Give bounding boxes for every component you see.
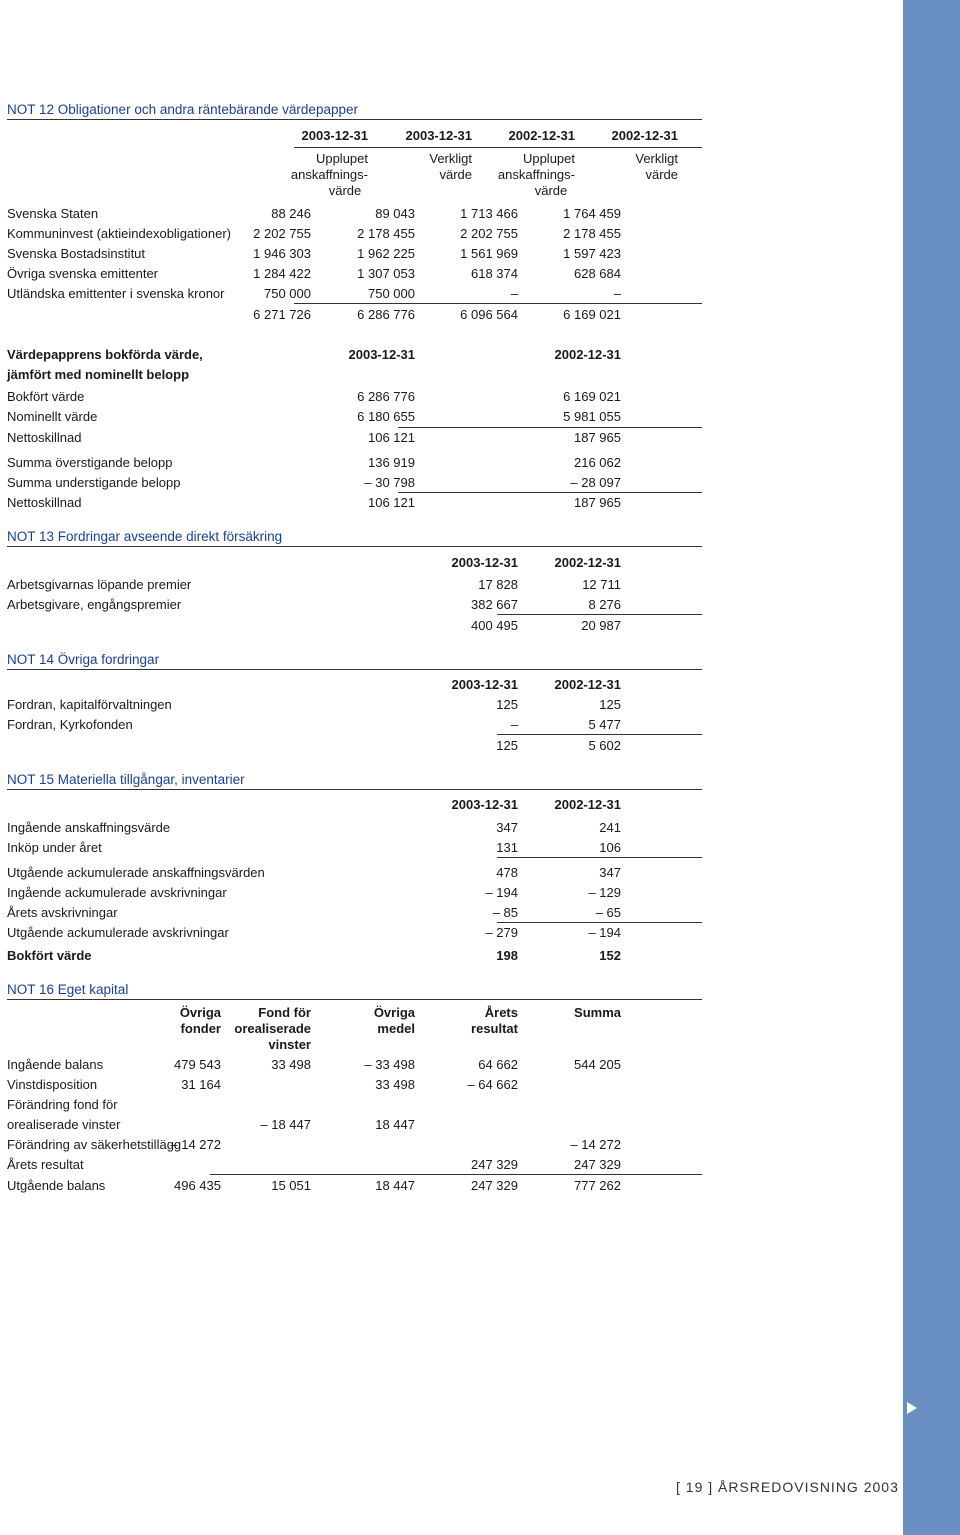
- table-row-label: Utgående balans: [7, 1178, 106, 1193]
- table-row-label: Nominellt värde: [7, 409, 98, 424]
- page-footer: [ 19 ] ÅRSREDOVISNING 2003: [676, 1479, 899, 1495]
- table-row-label: Kommuninvest (aktieindexobligationer): [7, 226, 232, 241]
- table-row-label: Förändring fond för: [7, 1097, 118, 1112]
- table-cell: 5 981 055: [563, 409, 621, 424]
- table-row-label: Övriga svenska emittenter: [7, 266, 159, 281]
- table-cell: 2 202 755: [253, 226, 311, 241]
- table-cell: 187 965: [574, 495, 621, 510]
- table-cell: – 279: [485, 925, 518, 940]
- total-cell: 6 286 776: [357, 307, 415, 322]
- note-13-title: NOT 13 Fordringar avseende direkt försäkring: [7, 529, 702, 547]
- book-date-1: 2003-12-31: [348, 347, 415, 362]
- note12-subhead-2b: värde: [439, 167, 472, 182]
- table-row-label: Ingående anskaffningsvärde: [7, 820, 171, 835]
- sum-line: [497, 614, 702, 615]
- equity-col-2c: vinster: [268, 1037, 311, 1052]
- table-cell: – 18 447: [260, 1117, 311, 1132]
- table-cell: – 194: [588, 925, 621, 940]
- total-cell: 20 987: [581, 618, 621, 633]
- table-cell: 628 684: [574, 266, 621, 281]
- table-cell: 15 051: [271, 1178, 311, 1193]
- table-row-label: orealiserade vinster: [7, 1117, 121, 1132]
- table-cell: 2 178 455: [357, 226, 415, 241]
- book-value-subtitle: jämfört med nominellt belopp: [7, 367, 190, 382]
- note12-subhead-4a: Verkligt: [635, 151, 678, 166]
- sum-line: [210, 1174, 702, 1175]
- table-row-label: Vinstdisposition: [7, 1077, 98, 1092]
- table-cell: 106 121: [368, 430, 415, 445]
- book-value-title: Värdepapprens bokförda värde,: [7, 347, 203, 362]
- note14-date-1: 2003-12-31: [451, 677, 518, 692]
- table-cell: 18 447: [375, 1178, 415, 1193]
- table-cell: – 14 272: [570, 1137, 621, 1152]
- triangle-arrow-icon: [907, 1402, 917, 1414]
- sum-line: [398, 492, 702, 493]
- table-cell: 1 307 053: [357, 266, 415, 281]
- table-row-label: Fordran, Kyrkofonden: [7, 717, 133, 732]
- sum-line: [294, 303, 702, 304]
- table-cell: 33 498: [271, 1057, 311, 1072]
- table-row-label: Nettoskillnad: [7, 495, 82, 510]
- table-cell: – 33 498: [364, 1057, 415, 1072]
- total-cell: 6 169 021: [563, 307, 621, 322]
- table-cell: 347: [496, 820, 518, 835]
- sum-line: [398, 427, 702, 428]
- table-cell: – 28 097: [570, 475, 621, 490]
- table-cell: 1 597 423: [563, 246, 621, 261]
- note15-date-2: 2002-12-31: [554, 797, 621, 812]
- total-cell: 6 271 726: [253, 307, 311, 322]
- table-cell: 125: [496, 697, 518, 712]
- table-row-label: Utgående ackumulerade avskrivningar: [7, 925, 229, 940]
- table-cell: 88 246: [271, 206, 311, 221]
- total-cell: 400 495: [471, 618, 518, 633]
- equity-col-2a: Fond för: [258, 1005, 311, 1020]
- table-cell: 89 043: [375, 206, 415, 221]
- table-cell: – 64 662: [467, 1077, 518, 1092]
- table-cell: 216 062: [574, 455, 621, 470]
- equity-col-2b: orealiserade: [234, 1021, 311, 1036]
- table-row-label: Utgående ackumulerade anskaffningsvärden: [7, 865, 265, 880]
- table-cell: 6 286 776: [357, 389, 415, 404]
- table-cell: –: [510, 286, 518, 301]
- sum-line: [497, 857, 702, 858]
- equity-col-3b: medel: [377, 1021, 415, 1036]
- table-row-label: Årets resultat: [7, 1157, 84, 1172]
- table-cell: 382 667: [471, 597, 518, 612]
- table-cell: 18 447: [375, 1117, 415, 1132]
- table-cell: 241: [599, 820, 621, 835]
- table-cell: 198: [496, 948, 518, 963]
- note12-date-2: 2003-12-31: [405, 128, 472, 143]
- note15-date-1: 2003-12-31: [451, 797, 518, 812]
- table-cell: 750 000: [264, 286, 311, 301]
- note12-date-4: 2002-12-31: [611, 128, 678, 143]
- table-cell: – 85: [492, 905, 518, 920]
- table-cell: 247 329: [471, 1178, 518, 1193]
- total-cell: 6 096 564: [460, 307, 518, 322]
- table-cell: 152: [599, 948, 621, 963]
- equity-col-4a: Årets: [484, 1005, 518, 1020]
- table-row-label: Svenska Bostadsinstitut: [7, 246, 146, 261]
- table-cell: 136 919: [368, 455, 415, 470]
- note12-subhead-1b: anskaffnings-: [290, 167, 368, 182]
- note12-subhead-1a: Upplupet: [315, 151, 368, 166]
- table-row-label: Förändring av säkerhetstillägg: [7, 1137, 182, 1152]
- total-cell: 5 602: [588, 738, 621, 753]
- equity-col-1a: Övriga: [179, 1005, 221, 1020]
- table-cell: – 30 798: [364, 475, 415, 490]
- table-cell: 131: [496, 840, 518, 855]
- table-cell: 8 276: [588, 597, 621, 612]
- table-row-label: Svenska Staten: [7, 206, 99, 221]
- note12-subhead-4b: värde: [645, 167, 678, 182]
- sidebar-band: [903, 0, 960, 1535]
- table-cell: – 129: [588, 885, 621, 900]
- note13-date-1: 2003-12-31: [451, 555, 518, 570]
- table-row-label: Bokfört värde: [7, 389, 85, 404]
- sum-line: [497, 734, 702, 735]
- table-cell: 618 374: [471, 266, 518, 281]
- note12-date-3: 2002-12-31: [508, 128, 575, 143]
- table-cell: 12 711: [582, 577, 621, 592]
- table-cell: 125: [599, 697, 621, 712]
- table-cell: 544 205: [574, 1057, 621, 1072]
- table-cell: 496 435: [174, 1178, 221, 1193]
- note12-subhead-1c: värde: [328, 183, 362, 198]
- note13-date-2: 2002-12-31: [554, 555, 621, 570]
- sum-line: [497, 922, 702, 923]
- table-cell: 6 180 655: [357, 409, 415, 424]
- note12-date-1: 2003-12-31: [301, 128, 368, 143]
- table-cell: 17 828: [478, 577, 518, 592]
- note-12-title: NOT 12 Obligationer och andra räntebärande värdepapper: [7, 102, 702, 120]
- table-cell: –: [613, 286, 621, 301]
- table-cell: 106: [599, 840, 621, 855]
- table-cell: 5 477: [588, 717, 621, 732]
- note12-subhead-3b: anskaffnings-: [497, 167, 575, 182]
- table-row-label: Ingående ackumulerade avskrivningar: [7, 885, 227, 900]
- table-cell: 106 121: [368, 495, 415, 510]
- table-cell: – 65: [595, 905, 621, 920]
- table-row-label: Ingående balans: [7, 1057, 104, 1072]
- note14-date-2: 2002-12-31: [554, 677, 621, 692]
- note12-subhead-2a: Verkligt: [429, 151, 472, 166]
- note12-date-underline: [294, 147, 702, 148]
- table-cell: 1 713 466: [460, 206, 518, 221]
- table-cell: 777 262: [574, 1178, 621, 1193]
- table-cell: 1 946 303: [253, 246, 311, 261]
- equity-col-3a: Övriga: [373, 1005, 415, 1020]
- equity-col-1b: fonder: [180, 1021, 221, 1036]
- table-cell: 478: [496, 865, 518, 880]
- table-cell: 6 169 021: [563, 389, 621, 404]
- table-cell: 750 000: [368, 286, 415, 301]
- table-cell: 1 284 422: [253, 266, 311, 281]
- table-cell: 247 329: [471, 1157, 518, 1172]
- note-14-title: NOT 14 Övriga fordringar: [7, 652, 702, 670]
- table-row-label: Arbetsgivarnas löpande premier: [7, 577, 192, 592]
- note-15-title: NOT 15 Materiella tillgångar, inventarier: [7, 772, 702, 790]
- table-cell: – 194: [485, 885, 518, 900]
- table-row-label: Bokfört värde: [7, 948, 92, 963]
- table-cell: 31 164: [181, 1077, 221, 1092]
- table-row-label: Utländska emittenter i svenska kronor: [7, 286, 225, 301]
- equity-col-4b: resultat: [471, 1021, 518, 1036]
- equity-col-5a: Summa: [574, 1005, 621, 1020]
- table-row-label: Summa överstigande belopp: [7, 455, 173, 470]
- table-cell: 2 178 455: [563, 226, 621, 241]
- book-date-2: 2002-12-31: [554, 347, 621, 362]
- note-16-title: NOT 16 Eget kapital: [7, 982, 702, 1000]
- table-row-label: Nettoskillnad: [7, 430, 82, 445]
- table-cell: 1 962 225: [357, 246, 415, 261]
- table-row-label: Fordran, kapitalförvaltningen: [7, 697, 172, 712]
- table-row-label: Årets avskrivningar: [7, 905, 118, 920]
- table-cell: – 14 272: [170, 1137, 221, 1152]
- table-row-label: Inköp under året: [7, 840, 102, 855]
- table-cell: 187 965: [574, 430, 621, 445]
- table-cell: 347: [599, 865, 621, 880]
- table-cell: 247 329: [574, 1157, 621, 1172]
- table-row-label: Summa understigande belopp: [7, 475, 181, 490]
- table-cell: 1 561 969: [460, 246, 518, 261]
- table-cell: 1 764 459: [563, 206, 621, 221]
- table-cell: 479 543: [174, 1057, 221, 1072]
- table-cell: 2 202 755: [460, 226, 518, 241]
- table-cell: 64 662: [478, 1057, 518, 1072]
- table-row-label: Arbetsgivare, engångspremier: [7, 597, 182, 612]
- table-cell: –: [510, 717, 518, 732]
- note12-subhead-3c: värde: [534, 183, 568, 198]
- total-cell: 125: [496, 738, 518, 753]
- table-cell: 33 498: [375, 1077, 415, 1092]
- note12-subhead-3a: Upplupet: [522, 151, 575, 166]
